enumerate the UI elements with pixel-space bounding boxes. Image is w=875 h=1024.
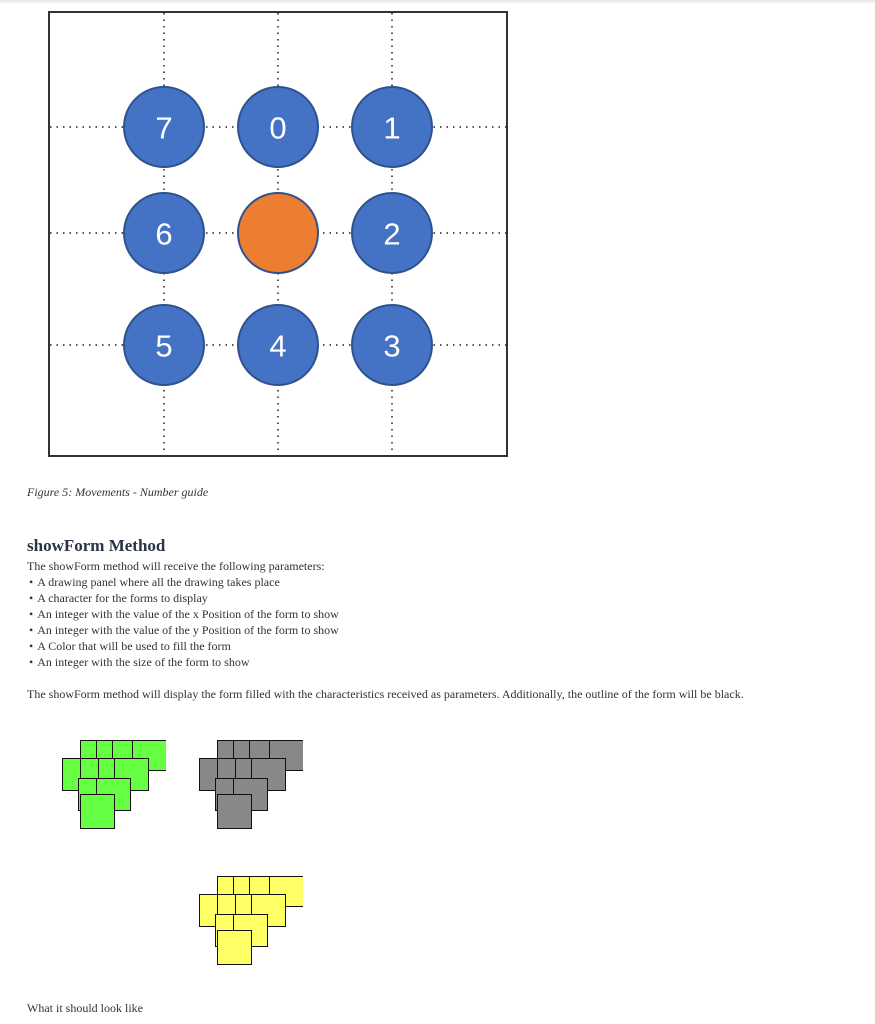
example-caption: What it should look like (27, 1001, 143, 1015)
list-item: • An integer with the value of the x Position of the form to show (29, 606, 339, 622)
figure-caption: Figure 5: Movements - Number guide (27, 485, 209, 499)
top-divider (0, 0, 875, 4)
section-intro: The showForm method will receive the following parameters: (27, 559, 325, 573)
direction-label: 6 (155, 216, 173, 252)
yellow-form (197, 876, 303, 966)
direction-label: 0 (269, 110, 287, 146)
outline-note: The showForm method will display the form filled with the characteristics received as parameters. Additionally, the outline of the form will be black. (27, 687, 744, 701)
form-square (81, 795, 115, 829)
green-form (60, 740, 166, 830)
direction-label: 2 (383, 216, 401, 252)
list-item: • An integer with the size of the form to show (29, 654, 339, 670)
list-item: • A Color that will be used to fill the form (29, 638, 339, 654)
direction-label: 5 (155, 328, 173, 364)
list-item: • A character for the forms to display (29, 590, 339, 606)
section-title: showForm Method (27, 536, 166, 555)
movement-number-guide-figure (48, 11, 508, 457)
list-item: • A drawing panel where all the drawing takes place (29, 574, 339, 590)
parameter-list (29, 574, 339, 671)
direction-label: 7 (155, 110, 173, 146)
direction-label: 3 (383, 328, 401, 364)
form-square (218, 931, 252, 965)
form-square (218, 795, 252, 829)
direction-label: 4 (269, 328, 287, 364)
gray-form (197, 740, 303, 830)
list-item: • An integer with the value of the y Position of the form to show (29, 622, 339, 638)
guide-diagram (50, 13, 506, 455)
center-circle (238, 193, 318, 273)
direction-label: 1 (383, 110, 401, 146)
